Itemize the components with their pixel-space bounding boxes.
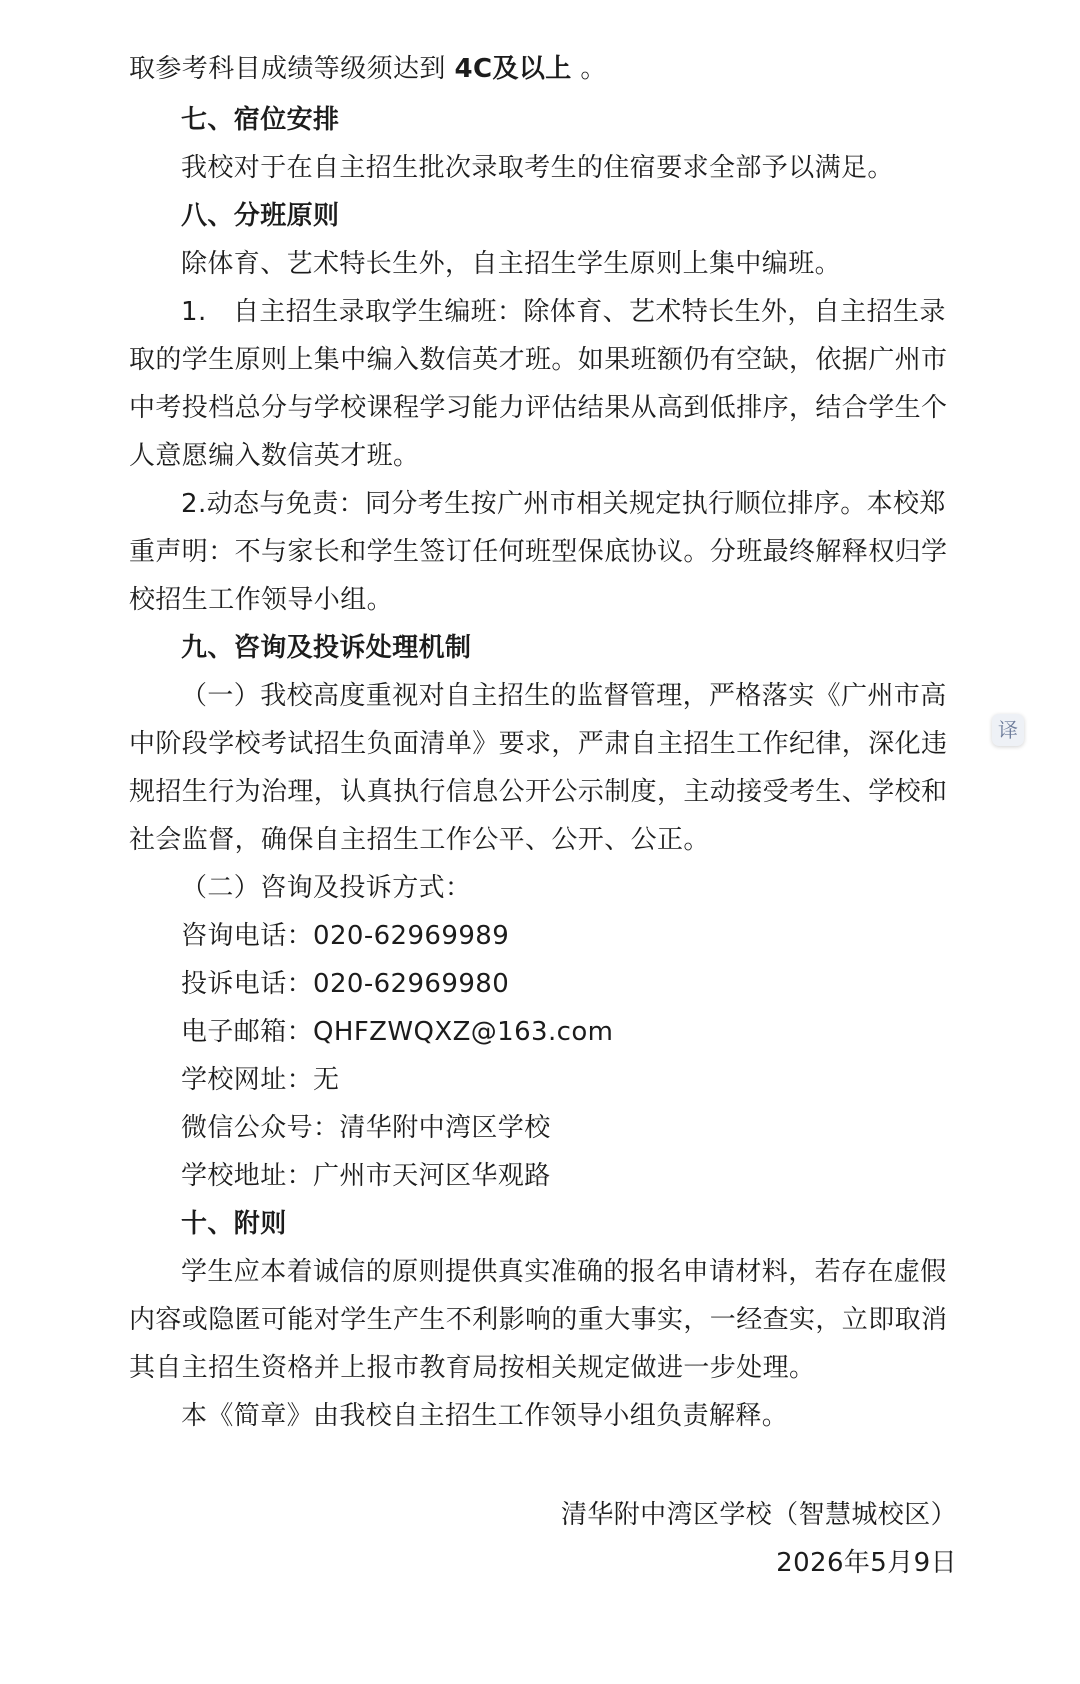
translate-icon: 译 <box>998 718 1018 742</box>
paragraph-9-1-line: （一）我校高度重视对自主招生的监督管理，严格落实《广州市高 <box>181 681 947 711</box>
paragraph-9-2: （二）咨询及投诉方式： <box>181 873 472 903</box>
paragraph-8-1-line: 中考投档总分与学校课程学习能力评估结果从高到低排序，结合学生个 <box>129 393 948 423</box>
bold-requirement: 4C及以上 <box>454 54 572 84</box>
school-address: 学校地址：广州市天河区华观路 <box>181 1161 551 1191</box>
email-address: 电子邮箱：QHFZWQXZ@163.com <box>181 1017 614 1047</box>
section-heading-8: 八、分班原则 <box>181 201 340 231</box>
paragraph-8-2-line: 重声明：不与家长和学生签订任何班型保底协议。分班最终解释权归学 <box>129 537 948 567</box>
paragraph-8-1-line: 人意愿编入数信英才班。 <box>129 441 420 471</box>
section-heading-9: 九、咨询及投诉处理机制 <box>181 633 472 663</box>
text-span: 。 <box>571 54 607 84</box>
signature-school: 清华附中湾区学校（智慧城校区） <box>560 1500 957 1530</box>
translate-button[interactable] <box>992 714 1024 746</box>
paragraph-9-1-line: 中阶段学校考试招生负面清单》要求，严肃自主招生工作纪律，深化违 <box>129 729 948 759</box>
section-heading-10: 十、附则 <box>181 1209 287 1239</box>
wechat-account: 微信公众号：清华附中湾区学校 <box>181 1113 551 1143</box>
school-website: 学校网址：无 <box>181 1065 340 1095</box>
paragraph-10-last: 本《简章》由我校自主招生工作领导小组负责解释。 <box>181 1401 789 1431</box>
paragraph-8-1-line: 1. 自主招生录取学生编班：除体育、艺术特长生外，自主招生录 <box>181 297 946 327</box>
paragraph-9-1-line: 规招生行为治理，认真执行信息公开公示制度，主动接受考生、学校和 <box>129 777 948 807</box>
paragraph-8: 除体育、艺术特长生外，自主招生学生原则上集中编班。 <box>181 249 842 279</box>
text-line <box>129 52 607 86</box>
paragraph-8-2-line: 2.动态与免责：同分考生按广州市相关规定执行顺位排序。本校郑 <box>181 489 946 519</box>
paragraph-9-1-line: 社会监督，确保自主招生工作公平、公开、公正。 <box>129 825 710 855</box>
paragraph-10-line: 学生应本着诚信的原则提供真实准确的报名申请材料，若存在虚假 <box>181 1257 947 1287</box>
section-heading-7: 七、宿位安排 <box>181 105 340 135</box>
signature-date: 2026年5月9日 <box>776 1548 957 1578</box>
paragraph-8-2-line: 校招生工作领导小组。 <box>129 585 394 615</box>
paragraph-8-1-line: 取的学生原则上集中编入数信英才班。如果班额仍有空缺，依据广州市 <box>129 345 948 375</box>
text-span: 取参考科目成绩等级须达到 <box>129 54 455 84</box>
complaint-phone: 投诉电话：020-62969980 <box>181 969 510 999</box>
paragraph-10-line: 内容或隐匿可能对学生产生不利影响的重大事实，一经查实，立即取消 <box>129 1305 948 1335</box>
consult-phone: 咨询电话：020-62969989 <box>181 921 510 951</box>
paragraph-10-line: 其自主招生资格并上报市教育局按相关规定做进一步处理。 <box>129 1353 816 1383</box>
paragraph-7: 我校对于在自主招生批次录取考生的住宿要求全部予以满足。 <box>181 153 894 183</box>
